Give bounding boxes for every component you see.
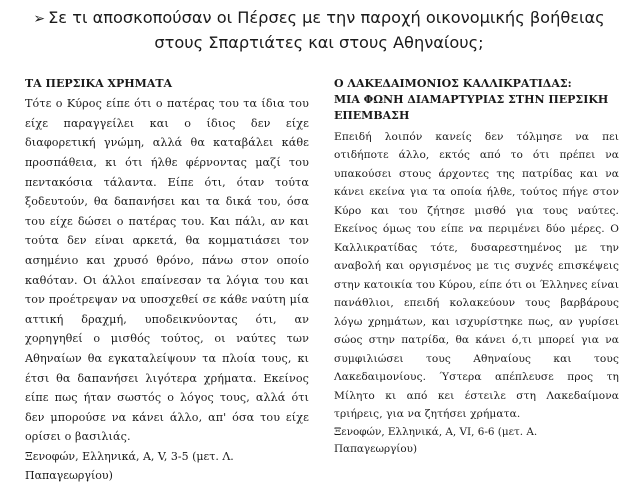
right-citation: Ξενοφών, Ελληνικά, Α, VI, 6-6 (μετ. Α. Παπαγεωργίου) [334,425,538,456]
arrow-bullet-icon: ➢ [33,11,46,27]
right-heading-line-2: ΜΙΑ ΦΩΝΗ ΔΙΑΜΑΡΤΥΡΙΑΣ ΣΤΗΝ ΠΕΡΣΙΚΗ [334,93,609,107]
left-heading: ΤΑ ΠΕΡΣΙΚΑ ΧΡΗΜΑΤΑ [25,77,173,90]
question-heading [8,6,630,54]
left-citation: Ξενοφών, Ελληνικά, Α, V, 3-5 (μετ. Λ. Παπαγεωργίου) [25,449,234,482]
right-heading-line-3: ΕΠΕΜΒΑΣΗ [334,109,410,123]
right-body-text: Επειδή λοιπόν κανείς δεν τόλμησε να πει οτιδήποτε άλλο, εκτός από το ότι πρέπει να υπακούσει στους άρχοντες της πατρίδας και να κάνει εκείνα για τα οποία ήλθε, τούτος πήγε στον Κύρο και του ζήτησε μισθό για τους ναύτες. Εκείνος όμως του είπε να περιμένει δύο μέρες. Ο Καλλικρατίδας τότε, δυσαρεστημένος με την αναβολή και οργισμένος με τις συχνές επισκέψεις στην κατοικία του Κύρου, είπε ότι οι Έλληνες είναι πανάθλιοι, επειδή κολακεύουν τους βαρβάρους λόγω χρημάτων, και ισχυρίστηκε πως, αν γυρίσει σώος στην πατρίδα, θα κάνει ό,τι μπορεί για να συμφιλιώσει τους Αθηναίους και τους Λακεδαιμονίους. Ύστερα απέπλευσε προς τη Μίλητο κι από κει έστειλε στη Λακεδαίμονα τριήρεις, για να ζητήσει χρήματα. [334,130,619,421]
left-body-text: Τότε ο Κύρος είπε ότι ο πατέρας του τα ίδια του είχε παραγγείλει και ο ίδιος δεν είχε διαφορετική γνώμη, αλλά θα καταβάλει κάθε προσπάθεια, κι ότι ήλθε φέρνοντας μαζί του πεντακόσια τάλαντα. Είπε ότι, όταν τούτα ξοδευτούν, θα δαπανήσει και τα δικά του, όσα του είχε δώσει ο πατέρας του. Και πάλι, αν και τούτα δεν είναι αρκετά, θα κομματιάσει τον ασημένιο και χρυσό θρόνο, πάνω στον οποίο καθόταν. Οι άλλοι επαίνεσαν τα λόγια του και τον προέτρεψαν να υποσχεθεί σε κάθε ναύτη μία αττική δραχμή, υποδεικνύοντας ότι, αν χορηγηθεί ο μισθός τούτος, οι ναύτες των Αθηναίων θα εγκαταλείψουν τα πλοία τους, κι έτσι θα δαπανήσει λιγότερα χρήματα. Εκείνος είπε πως ήταν σωστός ο λόγος τους, αλλά ότι δεν μπορούσε να κάνει άλλο, απ' όσα του είχε ορίσει ο βασιλιάς. [25,97,309,444]
question-text: Σε τι αποσκοπούσαν οι Πέρσες με την παροχή οικονομικής βοήθειας στους Σπαρτιάτες και στους Αθηναίους; [48,8,605,52]
right-heading-line-1: Ο ΛΑΚΕΔΑΙΜΟΝΙΟΣ ΚΑΛΛΙΚΡΑΤΙΔΑΣ: [334,77,572,90]
left-source-column [25,76,309,485]
right-source-column [334,76,619,459]
